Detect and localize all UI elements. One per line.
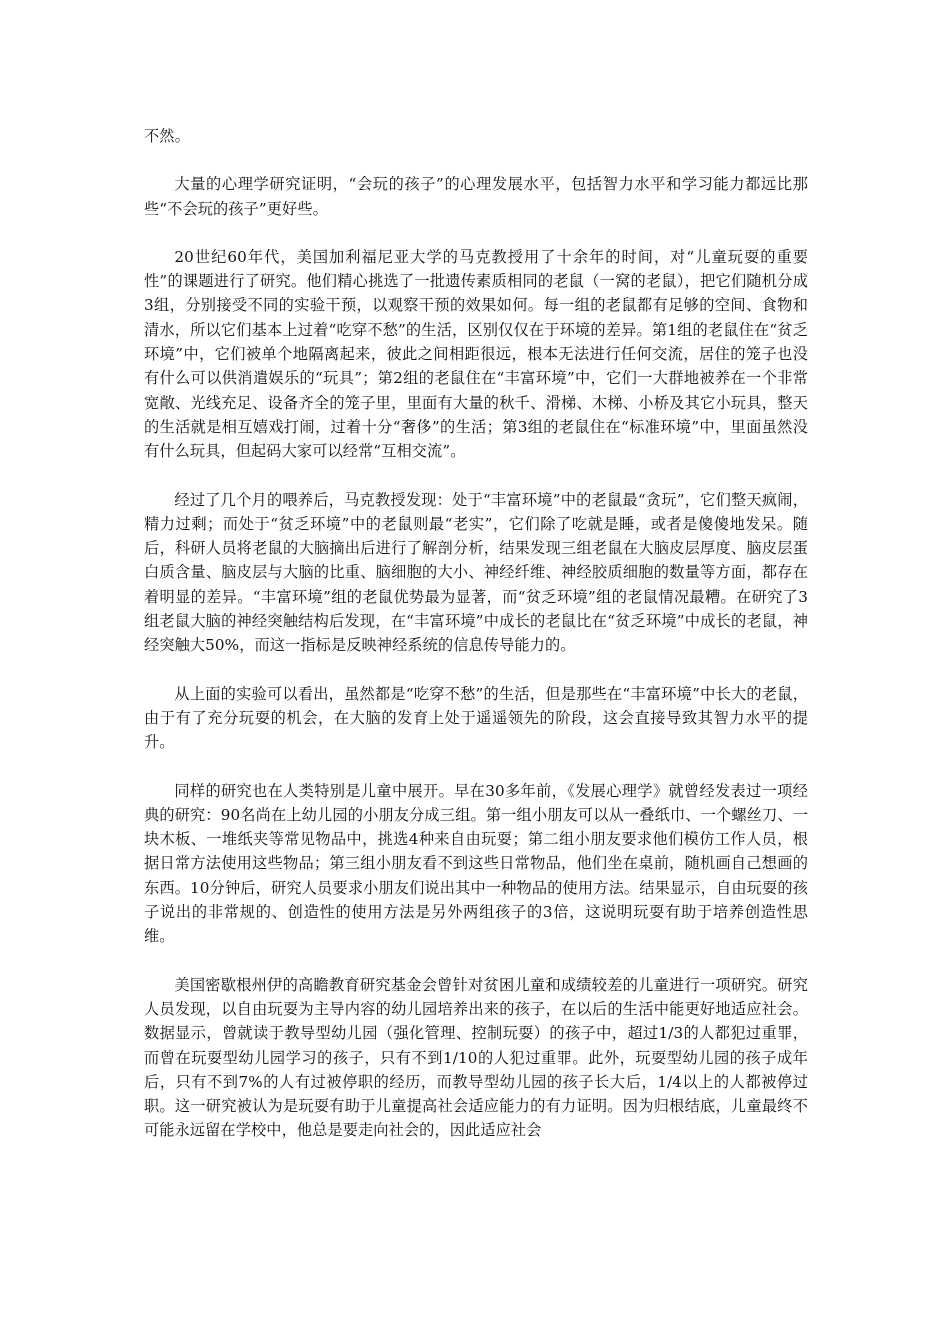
document-page: [144, 124, 808, 1167]
paragraph-experiment-results: 经过了几个月的喂养后，马克教授发现：处于“丰富环境”中的老鼠最“贪玩”，它们整天疯闹，精力过剩；而处于“贫乏环境”中的老鼠则最“老实”，它们除了吃就是睡，或者是傻傻地发呆。随后，科研人员将老鼠的大脑摘出后进行了解剖分析，结果发现三组老鼠在大脑皮层厚度、脑皮层蛋白质含量、脑皮层与大脑的比重、脑细胞的大小、神经纤维、神经胶质细胞的数量等方面，都存在着明显的差异。“丰富环境”组的老鼠优势最为显著，而“贫乏环境”组的老鼠情况最糟。在研究了3组老鼠大脑的神经突触结构后发现，在“丰富环境”中成长的老鼠比在“贫乏环境”中成长的老鼠，神经突触大50%，而这一指标是反映神经系统的信息传导能力的。: [144, 490, 808, 655]
paragraph-child-study: 同样的研究也在人类特别是儿童中展开。早在30多年前，《发展心理学》就曾经发表过一项经典的研究：90名尚在上幼儿园的小朋友分成三组。第一组小朋友可以从一叠纸巾、一个螺丝刀、一块木板、一堆纸夹等常见物品中，挑选4种来自由玩耍；第二组小朋友要求他们模仿工作人员，根据日常方法使用这些物品；第三组小朋友看不到这些日常物品，他们坐在桌前，随机画自己想画的东西。10分钟后，研究人员要求小朋友们说出其中一种物品的使用方法。结果显示，自由玩耍的孩子说出的非常规的、创造性的使用方法是另外两组孩子的3倍，这说明玩耍有助于培养创造性思维。: [144, 781, 808, 946]
paragraph-mouse-experiment: 20世纪60年代，美国加利福尼亚大学的马克教授用了十余年的时间，对“儿童玩耍的重要性”的课题进行了研究。他们精心挑选了一批遗传素质相同的老鼠（一窝的老鼠），把它们随机分成3组，分别接受不同的实验干预，以观察干预的效果如何。每一组的老鼠都有足够的空间、食物和清水，所以它们基本上过着“吃穿不愁”的生活，区别仅仅在于环境的差异。第1组的老鼠住在“贫乏环境”中，它们被单个地隔离起来，彼此之间相距很远，根本无法进行任何交流，居住的笼子也没有什么可以供消遣娱乐的“玩具”；第2组的老鼠住在“丰富环境”中，它们一大群地被养在一个非常宽敞、光线充足、设备齐全的笼子里，里面有大量的秋千、滑梯、木梯、小桥及其它小玩具，整天的生活就是相互嬉戏打闹，过着十分“奢侈”的生活；第3组的老鼠住在“标准环境”中，里面虽然没有什么玩具，但起码大家可以经常“互相交流”。: [144, 247, 808, 461]
paragraph-conclusion: 从上面的实验可以看出，虽然都是“吃穿不愁”的生活，但是那些在“丰富环境”中长大的老鼠，由于有了充分玩耍的机会，在大脑的发育上处于遥遥领先的阶段，这会直接导致其智力水平的提升。: [144, 684, 808, 752]
paragraph-continuation: 不然。: [144, 127, 190, 145]
paragraph-highscope-study: 美国密歇根州伊的高瞻教育研究基金会曾针对贫困儿童和成绩较差的儿童进行一项研究。研究人员发现，以自由玩耍为主导内容的幼儿园培养出来的孩子，在以后的生活中能更好地适应社会。数据显示，曾就读于教导型幼儿园（强化管理、控制玩耍）的孩子中，超过1/3的人都犯过重罪，而曾在玩耍型幼儿园学习的孩子，只有不到1/10的人犯过重罪。此外，玩耍型幼儿园的孩子成年后，只有不到7%的人有过被停职的经历，而教导型幼儿园的孩子长大后，1/4以上的人都被停过职。这一研究被认为是玩耍有助于儿童提高社会适应能力的有力证明。因为归根结底，儿童最终不可能永远留在学校中，他总是要走向社会的，因此适应社会: [144, 975, 808, 1140]
paragraph-psychology-research: 大量的心理学研究证明，“会玩的孩子”的心理发展水平，包括智力水平和学习能力都远比那些“不会玩的孩子”更好些。: [144, 175, 808, 218]
